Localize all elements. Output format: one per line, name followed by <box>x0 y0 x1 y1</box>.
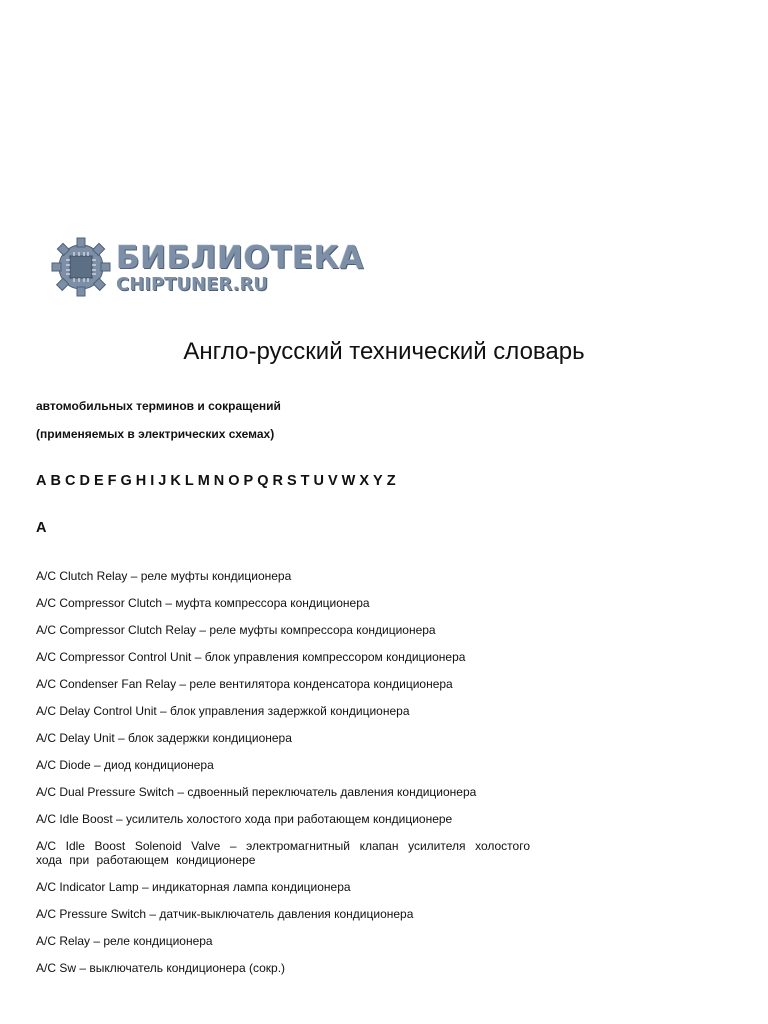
section-heading-letter: A <box>36 520 47 536</box>
alphabet-letter-link[interactable]: B <box>50 473 61 489</box>
document-subtitle-terms: автомобильных терминов и сокращений <box>36 399 281 413</box>
alphabet-letter-link[interactable]: J <box>158 473 167 489</box>
alphabet-letter-link[interactable]: N <box>213 473 225 489</box>
alphabet-letter-link[interactable]: R <box>272 473 283 489</box>
glossary-entry: A/C Compressor Control Unit – блок управления компрессором кондиционера <box>36 650 466 664</box>
alphabet-letter-link[interactable]: I <box>150 473 155 489</box>
alphabet-letter-link[interactable]: H <box>135 473 147 489</box>
library-logo[interactable] <box>50 236 370 300</box>
alphabet-letter-link[interactable]: F <box>107 473 117 489</box>
alphabet-letter-link[interactable]: W <box>341 473 356 489</box>
alphabet-letter-link[interactable]: D <box>79 473 90 489</box>
gear-chip-icon <box>50 236 112 298</box>
alphabet-letter-link[interactable]: A <box>36 473 47 489</box>
glossary-entry: A/C Sw – выключатель кондиционера (сокр.) <box>36 960 286 975</box>
glossary-entry: A/C Diode – диод кондиционера <box>36 758 214 772</box>
alphabet-letter-link[interactable]: K <box>170 473 181 489</box>
alphabet-letter-link[interactable]: S <box>286 473 297 489</box>
alphabet-letter-link[interactable]: Z <box>386 473 396 489</box>
alphabet-letter-link[interactable]: Q <box>257 473 269 489</box>
alphabet-letter-link[interactable]: V <box>328 473 338 489</box>
glossary-entry: A/C Pressure Switch – датчик-выключатель давления кондиционера <box>36 906 414 921</box>
glossary-entry: A/C Compressor Clutch Relay – реле муфты компрессора кондиционера <box>36 623 436 637</box>
glossary-entry: A/C Delay Unit – блок задержки кондиционера <box>36 731 292 745</box>
glossary-entry: A/C Compressor Clutch – муфта компрессора кондиционера <box>36 596 370 610</box>
alphabet-letter-link[interactable]: L <box>184 473 194 489</box>
glossary-entry: A/C Idle Boost – усилитель холостого хода при работающем кондиционере <box>36 812 453 826</box>
alphabet-letter-link[interactable]: U <box>313 473 324 489</box>
alphabet-letter-link[interactable]: E <box>93 473 104 489</box>
logo-title: БИБЛИОТЕКА <box>116 240 364 276</box>
glossary-entry: A/C Condenser Fan Relay – реле вентилятора конденсатора кондиционера <box>36 677 453 691</box>
alphabet-letter-link[interactable]: T <box>300 473 310 489</box>
glossary-entry: A/C Delay Control Unit – блок управления задержкой кондиционера <box>36 704 410 718</box>
alphabet-letter-link[interactable]: G <box>120 473 132 489</box>
glossary-entries <box>36 570 530 989</box>
glossary-entry: A/C Idle Boost Solenoid Valve – электромагнитный клапан усилителя холостого хода при работающем кондиционере <box>36 839 530 867</box>
alphabet-index <box>36 473 400 489</box>
glossary-entry: A/C Clutch Relay – реле муфты кондиционера <box>36 569 292 583</box>
alphabet-letter-link[interactable]: M <box>197 473 210 489</box>
glossary-entry: A/C Dual Pressure Switch – сдвоенный переключатель давления кондиционера <box>36 785 477 799</box>
glossary-entry: A/C Relay – реле кондиционера <box>36 933 213 948</box>
document-title: Англо-русский технический словарь <box>183 338 585 365</box>
alphabet-letter-link[interactable]: P <box>243 473 254 489</box>
logo-subtitle: CHIPTUNER.RU <box>116 274 268 295</box>
alphabet-letter-link[interactable]: X <box>359 473 370 489</box>
alphabet-letter-link[interactable]: C <box>64 473 76 489</box>
alphabet-letter-link[interactable]: Y <box>373 473 383 489</box>
document-subtitle-scope: (применяемых в электрических схемах) <box>36 427 275 441</box>
glossary-entry: A/C Indicator Lamp – индикаторная лампа кондиционера <box>36 879 351 894</box>
alphabet-letter-link[interactable]: O <box>228 473 240 489</box>
